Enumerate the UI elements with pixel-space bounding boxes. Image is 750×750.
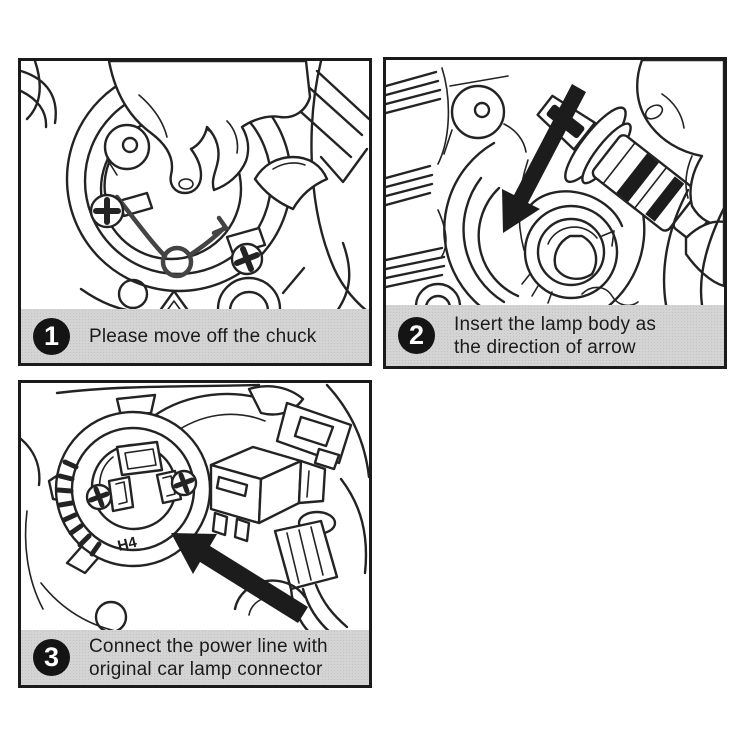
step-number-badge: 3 — [33, 639, 70, 676]
caption-text — [89, 325, 317, 348]
step-panel-1 — [18, 58, 372, 366]
caption-bar — [21, 309, 369, 363]
step-panel-3 — [18, 380, 372, 688]
step-panel-2 — [383, 57, 727, 369]
phillips-screw — [232, 244, 262, 274]
caption-line: Connect the power line with — [89, 635, 328, 657]
socket-type-label: H4 — [115, 533, 139, 555]
phillips-screw — [87, 485, 111, 509]
caption-line: Insert the lamp body as — [454, 313, 657, 335]
caption-text — [454, 313, 656, 359]
caption-text — [89, 635, 328, 681]
caption-line: the direction of arrow — [454, 336, 636, 358]
step1-illustration — [21, 61, 369, 312]
adjuster-disc — [105, 125, 149, 175]
caption-line: Please move off the chuck — [89, 325, 317, 347]
step3-illustration — [21, 383, 369, 633]
engine-bay-fins — [386, 68, 448, 287]
caption-line: original car lamp connector — [89, 658, 323, 680]
adjuster-disc — [444, 76, 526, 154]
step-number-badge: 2 — [398, 317, 435, 354]
caption-bar — [21, 630, 369, 685]
step-number-badge: 1 — [33, 318, 70, 355]
phillips-screw — [91, 195, 123, 227]
phillips-screw — [172, 471, 196, 495]
caption-bar — [386, 305, 724, 366]
step2-illustration — [386, 60, 724, 305]
